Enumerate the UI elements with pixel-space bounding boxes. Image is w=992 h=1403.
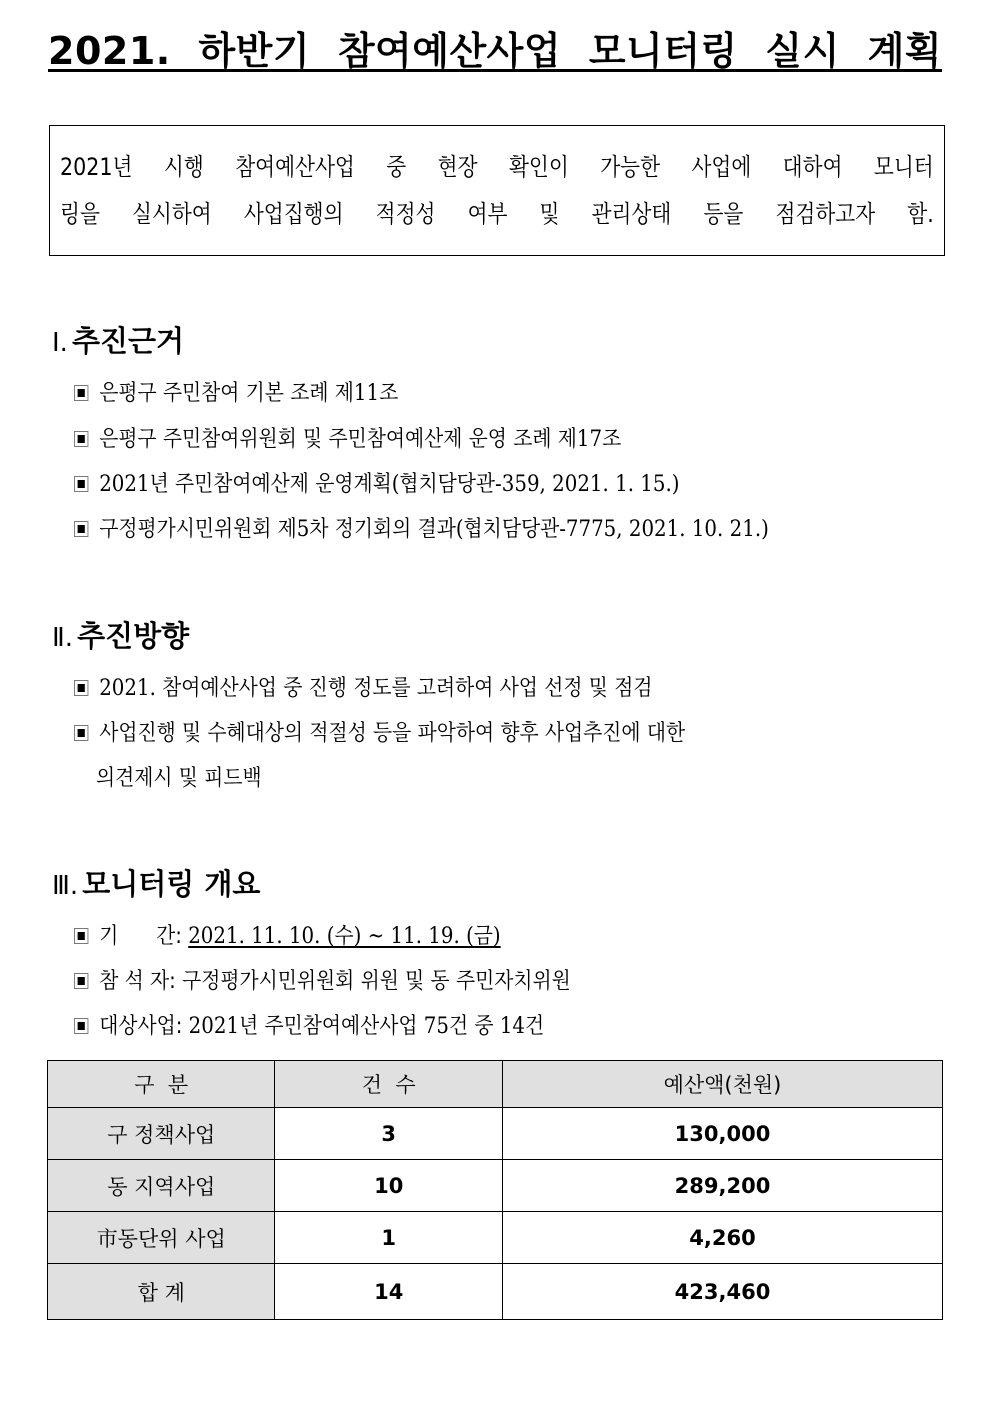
row-count: 14	[275, 1264, 502, 1320]
section-1-number: Ⅰ.	[52, 328, 68, 358]
detail-value: 구정평가시민위원회 위원 및 동 주민자치위원	[182, 969, 571, 994]
square-bullet-icon	[74, 431, 88, 447]
square-bullet-icon	[74, 680, 88, 696]
square-bullet-icon	[74, 928, 88, 944]
section-1-heading	[52, 323, 184, 361]
section-1-item-3	[74, 470, 680, 500]
row-category: 합 계	[48, 1264, 275, 1320]
square-bullet-icon	[74, 476, 88, 492]
detail-label: 기 간:	[99, 924, 182, 949]
section-2-title: 추진방향	[77, 619, 190, 653]
section-1-title: 추진근거	[71, 324, 184, 358]
table-total-row	[48, 1264, 943, 1320]
section-2-number: Ⅱ.	[52, 623, 74, 653]
section-1-item-2	[74, 425, 621, 455]
table-row	[48, 1160, 943, 1212]
item-text: 은평구 주민참여위원회 및 주민참여예산제 운영 조례 제17조	[99, 427, 622, 452]
item-text: 구정평가시민위원회 제5차 정기회의 결과(협치담당관-7775, 2021. 10. 21.)	[99, 517, 769, 542]
section-2-item-1	[74, 674, 652, 704]
item-text: 2021. 참여예산사업 중 진행 정도를 고려하여 사업 선정 및 점검	[99, 676, 653, 701]
item-text: 사업진행 및 수혜대상의 적절성 등을 파악하여 향후 사업추진에 대한	[99, 721, 686, 746]
page-title: 2021. 하반기 참여예산사업 모니터링 실시 계획	[48, 29, 942, 73]
detail-period	[74, 922, 501, 952]
row-count: 3	[275, 1108, 502, 1160]
summary-line-1: 2021년 시행 참여예산사업 중 현장 확인이 가능한 사업에 대하여 모니터	[60, 153, 934, 181]
detail-value: 2021. 11. 10. (수) ~ 11. 19. (금)	[188, 924, 501, 949]
section-1-item-4	[74, 515, 769, 545]
summary-box	[49, 125, 945, 256]
summary-line-2: 링을 실시하여 사업집행의 적정성 여부 및 관리상태 등을 점검하고자 함.	[60, 200, 934, 228]
item-text: 은평구 주민참여 기본 조례 제11조	[99, 381, 399, 406]
square-bullet-icon	[74, 385, 88, 401]
detail-target-projects	[74, 1012, 544, 1042]
header-count: 건 수	[275, 1061, 502, 1108]
detail-value: 2021년 주민참여예산사업 75건 중 14건	[188, 1014, 545, 1039]
section-2-heading	[52, 618, 189, 656]
table-header-row	[48, 1061, 943, 1108]
monitoring-summary-table	[47, 1060, 943, 1320]
square-bullet-icon	[74, 521, 88, 537]
detail-attendees	[74, 967, 571, 997]
header-category: 구 분	[48, 1061, 275, 1108]
section-3-title: 모니터링 개요	[82, 867, 261, 901]
table-row	[48, 1212, 943, 1264]
row-budget: 423,460	[502, 1264, 942, 1320]
section-1-item-1	[74, 379, 398, 409]
detail-label: 대상사업:	[99, 1014, 183, 1039]
section-3-heading	[52, 866, 260, 904]
row-category: 동 지역사업	[48, 1160, 275, 1212]
detail-label: 참 석 자:	[99, 969, 176, 994]
section-3-number: Ⅲ.	[52, 871, 79, 901]
header-budget: 예산액(천원)	[502, 1061, 942, 1108]
row-count: 1	[275, 1212, 502, 1264]
row-category: 구 정책사업	[48, 1108, 275, 1160]
item-text: 2021년 주민참여예산제 운영계획(협치담당관-359, 2021. 1. 15.)	[99, 472, 680, 497]
section-2-item-2	[74, 719, 685, 749]
row-category: 市동단위 사업	[48, 1212, 275, 1264]
section-2-item-2-continuation: 의견제시 및 피드백	[96, 766, 262, 791]
table-row	[48, 1108, 943, 1160]
square-bullet-icon	[74, 973, 88, 989]
square-bullet-icon	[74, 1018, 88, 1034]
row-budget: 289,200	[502, 1160, 942, 1212]
row-budget: 4,260	[502, 1212, 942, 1264]
square-bullet-icon	[74, 725, 88, 741]
row-count: 10	[275, 1160, 502, 1212]
row-budget: 130,000	[502, 1108, 942, 1160]
